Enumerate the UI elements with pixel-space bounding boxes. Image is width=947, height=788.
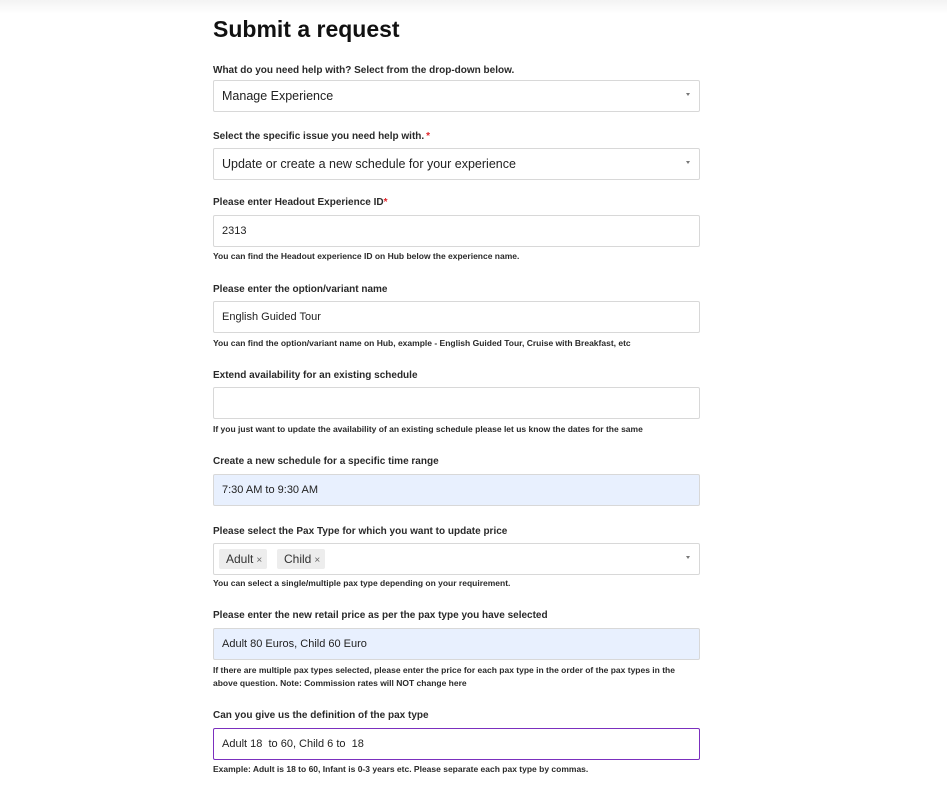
- help-topic-select[interactable]: [213, 80, 700, 112]
- experience-id-label-text: Please enter Headout Experience ID: [213, 197, 384, 208]
- specific-issue-label: [213, 131, 430, 143]
- required-mark: *: [426, 131, 431, 142]
- variant-name-input[interactable]: [213, 301, 700, 333]
- chevron-down-icon: [686, 161, 690, 164]
- new-schedule-label: Create a new schedule for a specific time range: [213, 456, 439, 467]
- pax-definition-value: Adult 18 to 60, Child 6 to 18: [222, 738, 364, 750]
- variant-name-value: English Guided Tour: [222, 311, 321, 323]
- new-schedule-value: 7:30 AM to 9:30 AM: [222, 484, 319, 496]
- extend-availability-input[interactable]: [213, 387, 700, 419]
- pax-definition-label: Can you give us the definition of the pax type: [213, 710, 429, 721]
- retail-price-value: Adult 80 Euros, Child 60 Euro: [222, 638, 367, 650]
- extend-availability-hint: If you just want to update the availability of an existing schedule please let us know the dates for the same: [213, 424, 643, 434]
- pax-chip-label: Adult: [226, 552, 254, 566]
- pax-definition-hint: Example: Adult is 18 to 60, Infant is 0-3 years etc. Please separate each pax type by commas.: [213, 764, 589, 774]
- specific-issue-select[interactable]: [213, 148, 700, 180]
- required-mark: *: [383, 197, 388, 208]
- pax-chip-child: [277, 549, 325, 569]
- variant-name-label: Please enter the option/variant name: [213, 284, 388, 295]
- variant-name-hint: You can find the option/variant name on Hub, example - English Guided Tour, Cruise with Breakfast, etc: [213, 338, 631, 348]
- top-shadow: [0, 0, 947, 14]
- retail-price-hint: If there are multiple pax types selected, please enter the price for each pax type in the order of the pax types in the above question. Note: Commission rates will NOT change here: [213, 665, 675, 688]
- extend-availability-label: Extend availability for an existing schedule: [213, 370, 418, 381]
- help-topic-label: What do you need help with? Select from the drop-down below.: [213, 65, 515, 76]
- new-schedule-input[interactable]: [213, 474, 700, 506]
- page-title: Submit a request: [213, 16, 400, 42]
- remove-chip-icon[interactable]: ×: [314, 555, 321, 566]
- pax-chip-adult: [219, 549, 267, 569]
- pax-type-hint: You can select a single/multiple pax type depending on your requirement.: [213, 578, 511, 588]
- chevron-down-icon: [686, 93, 690, 96]
- experience-id-label: [213, 197, 388, 209]
- help-topic-value: Manage Experience: [222, 89, 334, 103]
- retail-price-input[interactable]: [213, 628, 700, 660]
- pax-type-multiselect[interactable]: [213, 543, 700, 575]
- pax-chip-label: Child: [284, 552, 312, 566]
- pax-type-label: Please select the Pax Type for which you want to update price: [213, 526, 508, 537]
- experience-id-input[interactable]: [213, 215, 700, 247]
- remove-chip-icon[interactable]: ×: [256, 555, 263, 566]
- chevron-down-icon: [686, 556, 690, 559]
- specific-issue-label-text: Select the specific issue you need help with.: [213, 131, 425, 142]
- experience-id-value: 2313: [222, 225, 247, 237]
- retail-price-label: Please enter the new retail price as per the pax type you have selected: [213, 610, 548, 621]
- specific-issue-value: Update or create a new schedule for your experience: [222, 157, 516, 171]
- request-form: [213, 14, 700, 774]
- pax-definition-input[interactable]: [213, 728, 700, 760]
- experience-id-hint: You can find the Headout experience ID on Hub below the experience name.: [213, 251, 520, 261]
